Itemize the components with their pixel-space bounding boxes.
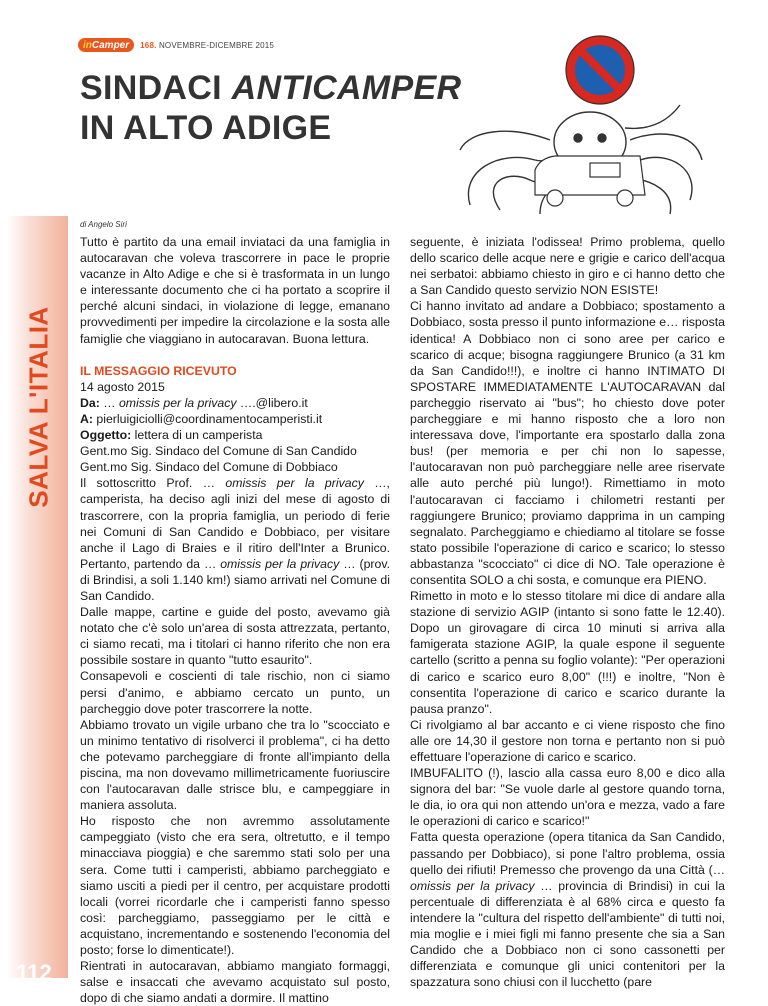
from-omissis: omissis per la privacy (118, 395, 237, 410)
issue-date: NOVEMBRE-DICEMBRE 2015 (158, 40, 275, 50)
to-label: A: (80, 411, 93, 426)
body-paragraph: Ci hanno invitato ad andare a Dobbiaco; spostamento a Dobbiaco, sosta presso il punto informazione e… risposta identica! A Dobbiaco non ci sono aree per carico e scarico di acque; bisogna raggiungere Brunico (a 31 km da San Candido!!!), e inoltre ci hanno INTIMATO DI SPOSTARE IMMEDIATAMENTE L'AUTOCARAVAN dal parcheggio riservato ai "bus"; ho chiesto dove poter parcheggiare e mi hanno risposto che a loro non interessava dove, l'importante era spostarlo dalla zona bus! (per memoria e per chi non lo sapesse, l'autocaravan non può parcheggiare nelle aree riservate alle auto perché più lungo!). Rimettiamo in moto l'autocaravan ci facciamo i chilometri restanti per raggiungere Brunico; proviamo dapprima in un camping segnalato. Parcheggiamo e chiediamo al titolare se fosse stato possibile l'operazione di carico e scarico; lo stesso abbastanza "scocciato" ci dice di NO. Tale operazione è consentita SOLO a chi sosta, e comunque era PIENO. (410, 299, 725, 587)
column-left (80, 234, 390, 1006)
incamper-logo (78, 38, 134, 52)
title-line2: IN ALTO ADIGE (80, 109, 332, 147)
page-number: 112 (16, 960, 52, 985)
article-title (80, 68, 461, 148)
octopus-illustration (440, 30, 710, 215)
section-heading: IL MESSAGGIO RICEVUTO (80, 363, 237, 378)
letter-to (80, 411, 390, 427)
column-right (410, 234, 725, 990)
logo-camper: Camper (91, 39, 130, 51)
body-paragraph: Rimetto in moto e lo stesso titolare mi dice di andare alla stazione di servizio AGIP (intanto si sono fatte le 12.40). Dopo un girovagare di circa 10 minuti si arriva alla famigerata stazione AGIP, la quale espone il seguente cartello (scritto a penna su foglio volante): "Per operazioni di carico e scarico euro 8,00" (!!!) e inoltre, "Non è consentita l'operazione di carico e scarico durante la pausa pranzo". (410, 589, 725, 716)
camper-icon (535, 156, 645, 206)
body-paragraph: Ci rivolgiamo al bar accanto e ci viene risposto che fino alle ore 14,30 il gestore non torna e pertanto non si può effettuare l'operazione di carico e scarico. (410, 717, 725, 764)
letter-from (80, 395, 390, 411)
body-paragraph: Il sottoscritto Prof. … omissis per la privacy …, camperista, ha deciso agli inizi del mese di agosto di trascorrere, con la propria famiglia, un periodo di ferie nei Comuni di San Candido e Dobbiaco, per visitare anche il Lago di Braies e il ritiro dell'Inter a Brunico. Pertanto, partendo da … omissis per la privacy … (prov. di Brindisi, a soli 1.140 km!) siamo arrivati nel Comune di San Candido. (80, 476, 390, 603)
no-parking-sign (566, 36, 634, 104)
recipient-1: Gent.mo Sig. Sindaco del Comune di San Candido (80, 444, 357, 459)
body-paragraph: seguente, è iniziata l'odissea! Primo problema, quello dello scarico delle acque nere e grigie e carico dell'acqua nei serbatoi: abbiamo chiesto in giro e ci hanno detto che a San Candido questo servizio NON ESISTE! (410, 235, 725, 298)
body-paragraph: Abbiamo trovato un vigile urbano che tra lo "scocciato e un minimo tentativo di risolverci il problema", ci ha detto che potevamo parcheggiare di fronte all'impianto della piscina, ma non dovevamo millimetricamente fuoriuscire con l'autocaravan dalle strisce blu, e campeggiare in maniera assoluta. (80, 717, 390, 813)
body-paragraph: Dalle mappe, cartine e guide del posto, avevamo già notato che c'è solo un'area di sosta attrezzata, pertanto, ci siamo recati, ma i titolari ci hanno riferito che non era possibile sostare in quanto "tutto esaurito". (80, 605, 390, 668)
subject-label: Oggetto: (80, 428, 132, 443)
subject-value: lettera di un camperista (131, 428, 263, 443)
to-value: pierluigiciolli@coordinamentocamperisti.it (92, 411, 323, 426)
letter-date: 14 agosto 2015 (80, 379, 165, 394)
issue-number: 168. (140, 40, 157, 50)
issue-info (140, 41, 274, 50)
title-line1-italic: ANTICAMPER (231, 69, 462, 107)
body-paragraph: Consapevoli e coscienti di tale rischio, non ci siamo persi d'animo, e abbiamo cercato un punto, un parcheggio dove poter trascorrere la notte. (80, 669, 390, 716)
from-prefix: … (99, 395, 119, 410)
title-line1-plain: SINDACI (80, 69, 232, 107)
letter-subject (80, 427, 390, 443)
body-paragraph: IMBUFALITO (!), lascio alla cassa euro 8,00 e dico alla signora del bar: "Se vuole darle al gestore quando torna, le dia, io ora qui non attendo un'ora e mezza, vado a fare le operazioni di carico e scarico!" (410, 766, 725, 829)
logo-in: in (83, 39, 92, 51)
recipient-2: Gent.mo Sig. Sindaco del Comune di Dobbiaco (80, 460, 338, 475)
magazine-header (78, 36, 274, 54)
section-tag: SALVA L'ITALIA (23, 306, 54, 508)
body-paragraph: Rientrati in autocaravan, abbiamo mangiato formaggi, salse e insaccati che avevamo acquistato sul posto, dopo di che siamo andati a dormire. Il mattino (80, 959, 390, 1006)
from-label: Da: (80, 395, 100, 410)
intro-paragraph: Tutto è partito da una email inviataci da una famiglia in autocaravan che voleva trascorrere in pace le proprie vacanze in Alto Adige e che si è trasformata in un lungo e interessante documento che ci ha portato a scoprire il perché alcuni sindaci, in violazione di legge, emanano provvedimenti per impedire la circolazione e la sosta alle famiglie che viaggiano in autocaravan. Buona lettura. (80, 235, 390, 346)
from-suffix: ….@libero.it (236, 395, 308, 410)
body-paragraph: Fatta questa operazione (opera titanica da San Candido, passando per Dobbiaco), si pone l'altro problema, ossia quello dei rifiuti! Premesso che provengo da una Città (… omissis per la privacy … provincia di Brindisi) in cui la percentuale di differenziata è al 68% circa e questo fa intendere la "cultura del rispetto dell'ambiente" di tutti noi, mia moglie e i miei figli mi fanno presente che sia a San Candido che a Dobbiaco non ci sono cassonetti per differenziata e comunque gli unici contenitori per la spazzatura sono chiusi con il lucchetto (pare (410, 830, 725, 990)
byline: di Angelo Siri (80, 220, 127, 229)
body-paragraph: Ho risposto che non avremmo assolutamente campeggiato (visto che era sera, oltretutto, e il tempo minacciava pioggia) e che saremmo stati solo per una sera. Come tutti i camperisti, abbiamo parcheggiato e siamo usciti a piedi per il centro, per acquistare prodotti locali (vorrei ricordarle che i camperisti fanno spesso così: parcheggiamo, passeggiamo per le città e acquistano, incrementando e sostenendo l'economia del posto; forse lo dimenticate!). (80, 814, 390, 958)
